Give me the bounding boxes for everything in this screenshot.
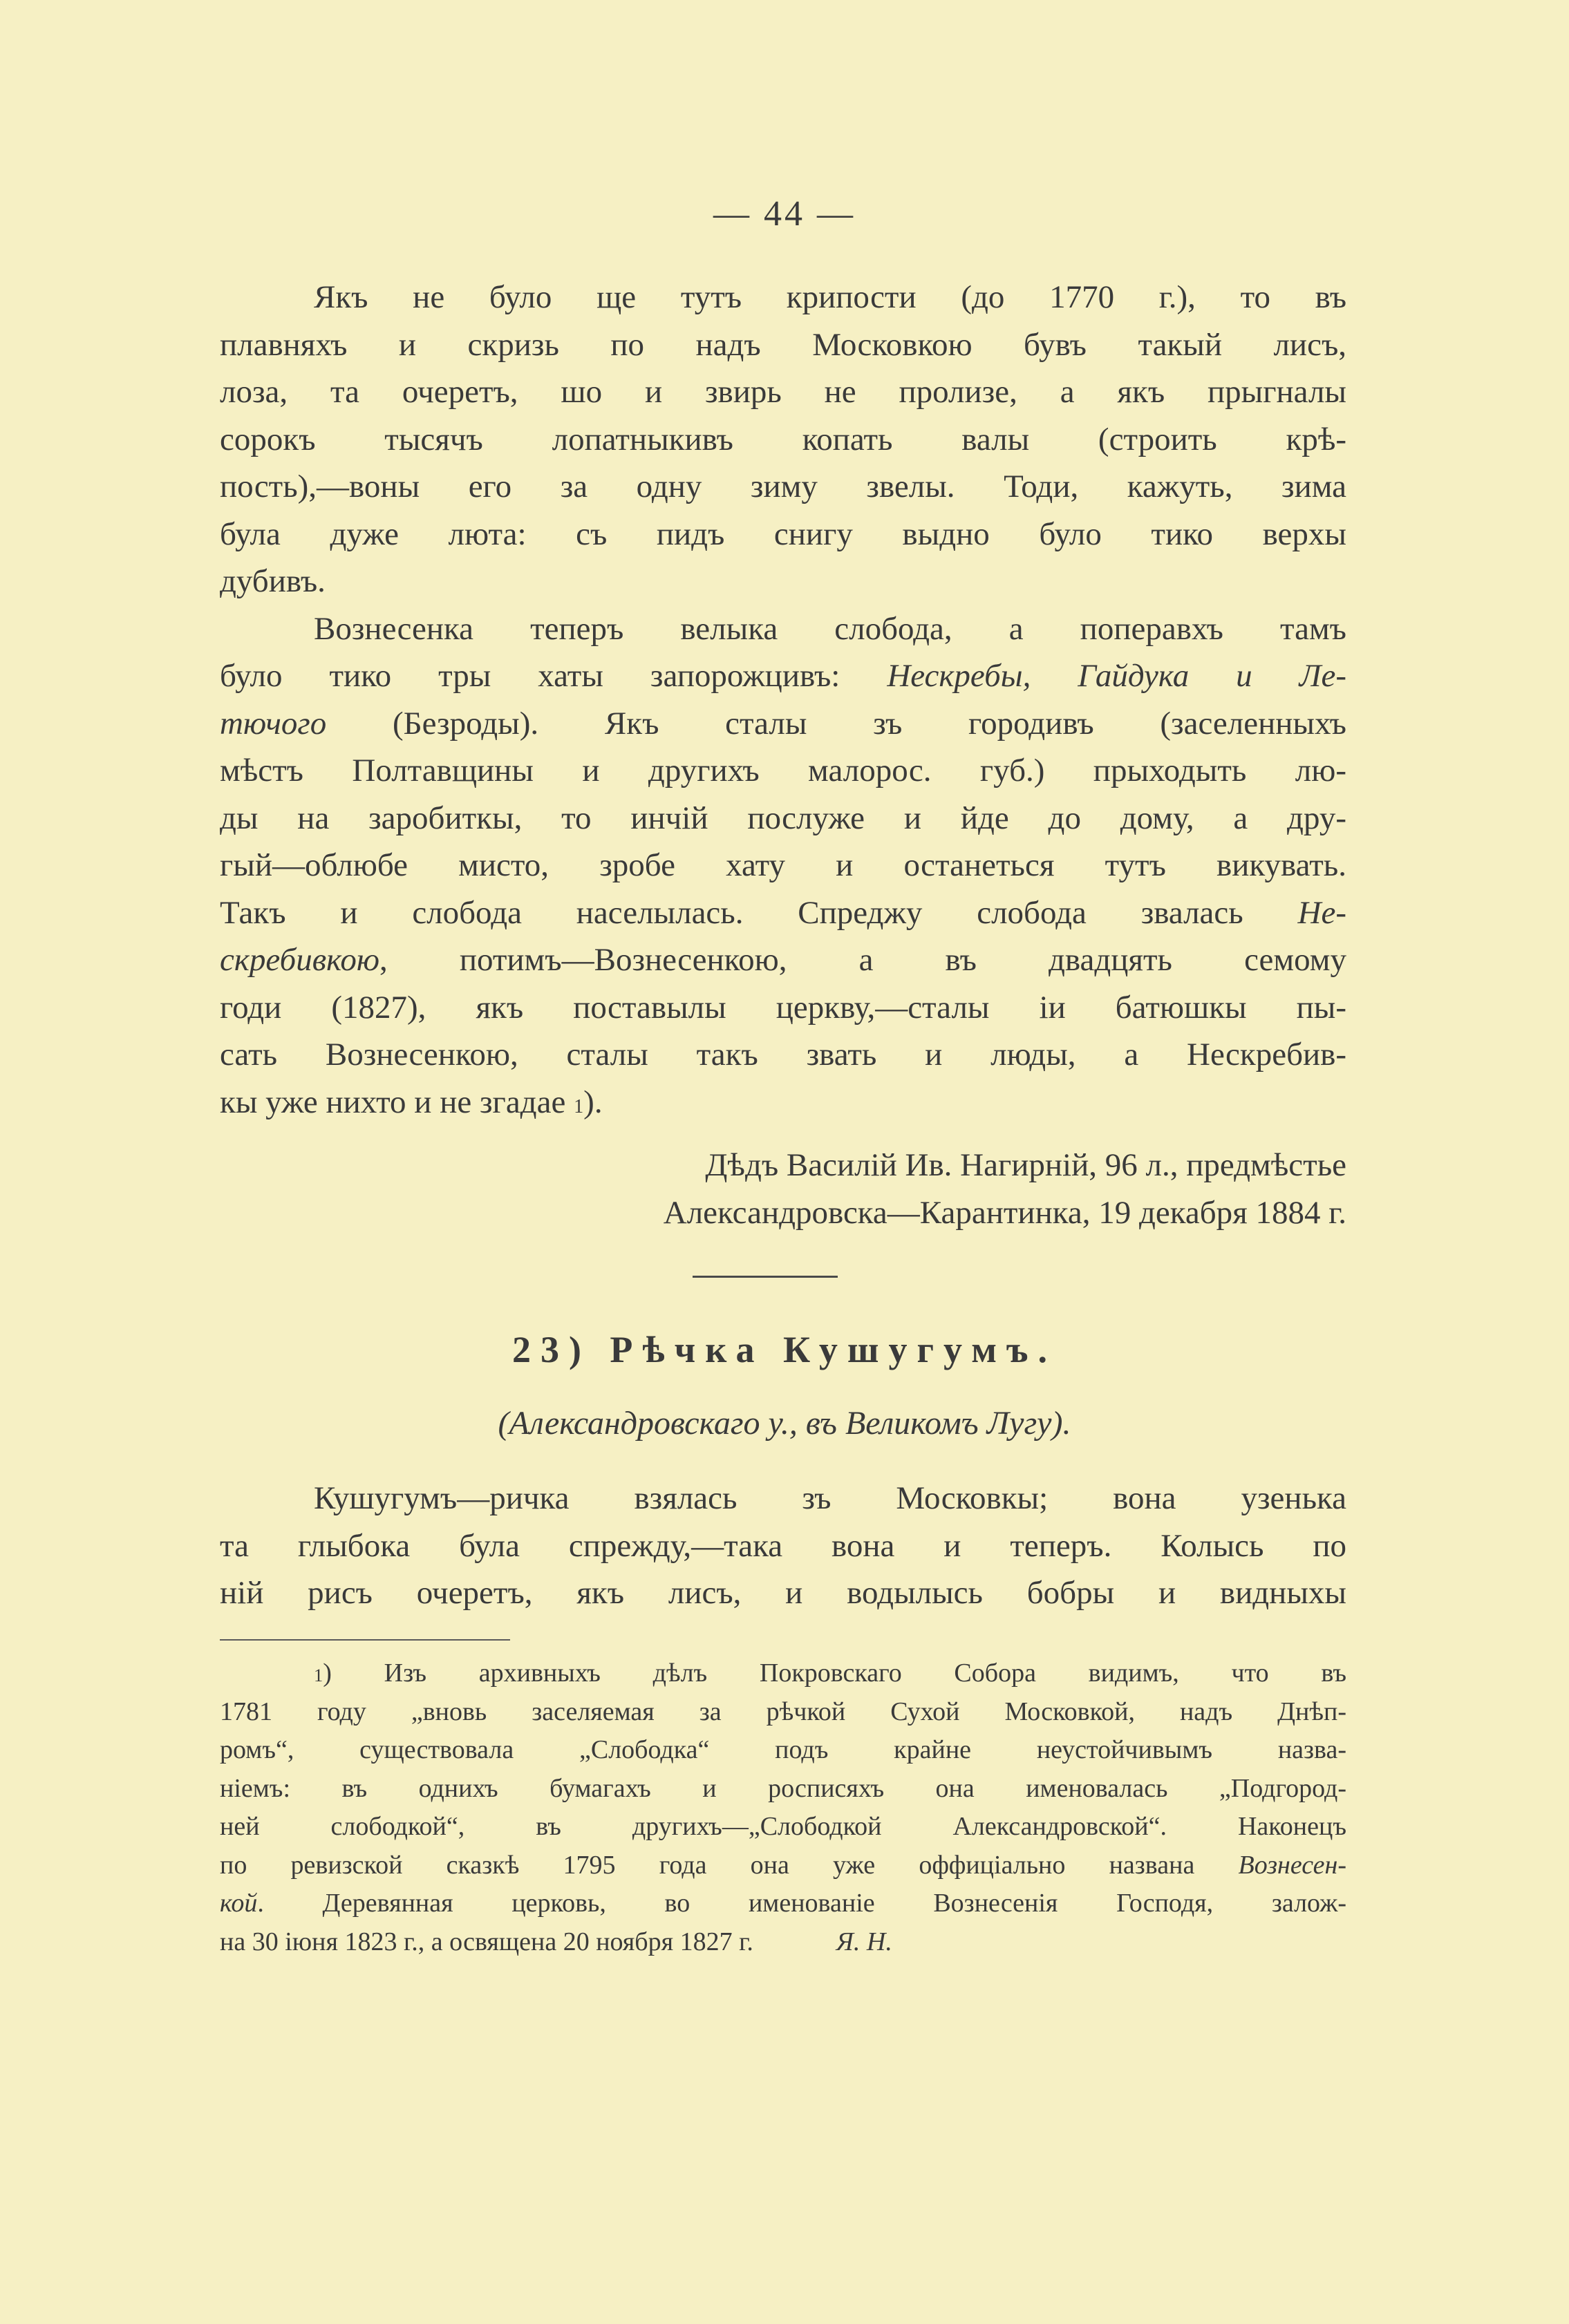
text-segment: було тико тры хаты запорожцивъ: xyxy=(220,658,887,694)
paragraph-3 xyxy=(220,1475,1346,1617)
section-heading: 23) Рѣчка Кушугумъ. xyxy=(511,1329,1058,1370)
italic-text: скребивкою xyxy=(220,942,379,978)
attribution-line: Александровска—Карантинка, 19 декабря 1884 г. xyxy=(663,1194,1346,1231)
text-segment: на 30 іюня 1823 г., а освящена 20 ноября 1827 г. xyxy=(220,1927,753,1956)
text-line: ній рисъ очеретъ, якъ лисъ, и водылысь бобры и видныхы xyxy=(220,1575,1346,1611)
footnote-line xyxy=(220,1884,1346,1923)
italic-text: Нескребы, Гайдука и Ле- xyxy=(887,658,1346,694)
footnote-line xyxy=(220,1846,1346,1885)
text-segment: кы уже нихто и не згадае xyxy=(220,1084,566,1120)
italic-text: Вознесен- xyxy=(1238,1850,1346,1880)
text-segment: , потимъ—Вознесенкою, а въ двадцять семому xyxy=(379,942,1346,978)
text-line: мѣстъ Полтавщины и другихъ малорос. губ.) прыходыть лю- xyxy=(220,753,1346,788)
text-segment: ). xyxy=(583,1084,603,1120)
footnote-line: 1781 году „вновь заселяемая за рѣчкой Сухой Московкой, надъ Днѣп- xyxy=(220,1697,1346,1726)
text-line xyxy=(220,700,1346,748)
text-line: дубивъ. xyxy=(220,563,326,599)
attribution-line: Дѣдъ Василій Ив. Нагирній, 96 л., предмѣстье xyxy=(705,1147,1346,1183)
footnote-signature: Я. Н. xyxy=(836,1927,892,1956)
paragraph-1 xyxy=(220,274,1346,1126)
text-line: лоза, та очеретъ, шо и звирь не пролизе, а якъ прыгналы xyxy=(220,374,1346,410)
attribution xyxy=(220,1142,1346,1236)
text-line: плавняхъ и скризь по надъ Московкою бувъ такый лисъ, xyxy=(220,326,1346,363)
footnote-divider xyxy=(220,1639,510,1641)
text-line: пость),—воны его за одну зиму звелы. Тоди, кажуть, зима xyxy=(220,469,1346,504)
footnote-marker: 1 xyxy=(314,1665,323,1685)
text-line: гый—облюбе мисто, зробе хату и останеться тутъ викувать. xyxy=(220,847,1346,883)
footnote-line xyxy=(220,1654,1346,1693)
text-line xyxy=(220,652,1346,700)
text-line: Кушугумъ—ричка взялась зъ Московкы; вона узенька xyxy=(314,1480,1346,1516)
text-segment: . Деревянная церковь, во именованіе Вознесенія Господя, залож- xyxy=(257,1889,1346,1918)
text-line: Якъ не було ще тутъ крипости (до 1770 г.), то въ xyxy=(314,279,1346,315)
page-number: — 44 — xyxy=(713,194,856,234)
italic-text: кой xyxy=(220,1889,258,1918)
footnote-line: ней слободкой“, въ другихъ—„Слободкой Александровской“. Наконецъ xyxy=(220,1812,1346,1841)
italic-text: Не- xyxy=(1297,894,1346,931)
text-line: годи (1827), якъ поставылы церкву,—сталы іи батюшкы пы- xyxy=(220,989,1346,1026)
text-line: та глыбока була спрежду,—така вона и теперъ. Колысь по xyxy=(220,1527,1346,1564)
text-line xyxy=(220,889,1346,937)
text-line xyxy=(220,936,1346,984)
text-segment: Такъ и слобода населылась. Спреджу слобода звалась xyxy=(220,894,1298,931)
section-subheading: (Александровскаго у., въ Великомъ Лугу). xyxy=(498,1405,1071,1442)
text-line: ды на заробиткы, то инчій послуже и йде до дому, а дру- xyxy=(220,800,1346,836)
text-segment: по ревизской сказкѣ 1795 года она уже оффиціально названа xyxy=(220,1850,1239,1880)
text-line xyxy=(220,1079,1346,1126)
footnote-line xyxy=(220,1923,1346,1962)
text-line: сорокъ тысячъ лопатныкивъ копать валы (строить крѣ- xyxy=(220,421,1346,457)
section-divider xyxy=(693,1276,838,1278)
footnote-line: ніемъ: въ однихъ бумагахъ и росписяхъ она именовалась „Подгород- xyxy=(220,1773,1346,1803)
text-line: сать Вознесенкою, сталы такъ звать и люды, а Нескребив- xyxy=(220,1037,1346,1073)
text-line: Вознесенка теперъ велыка слобода, а поперавхъ тамъ xyxy=(314,610,1346,647)
footnote-line: ромъ“, существовала „Слободка“ подъ крайне неустойчивымъ назва- xyxy=(220,1735,1346,1764)
footnote xyxy=(220,1654,1346,1961)
text-segment: (Безроды). Якъ сталы зъ городивъ (заселенныхъ xyxy=(326,705,1346,741)
text-line: була дуже люта: съ пидъ снигу выдно було тико верхы xyxy=(220,516,1346,552)
footnote-reference: 1 xyxy=(574,1095,584,1117)
text-segment: ) Изъ архивныхъ дѣлъ Покровскаго Собора видимъ, что въ xyxy=(323,1659,1346,1688)
italic-text: тючого xyxy=(220,705,327,741)
